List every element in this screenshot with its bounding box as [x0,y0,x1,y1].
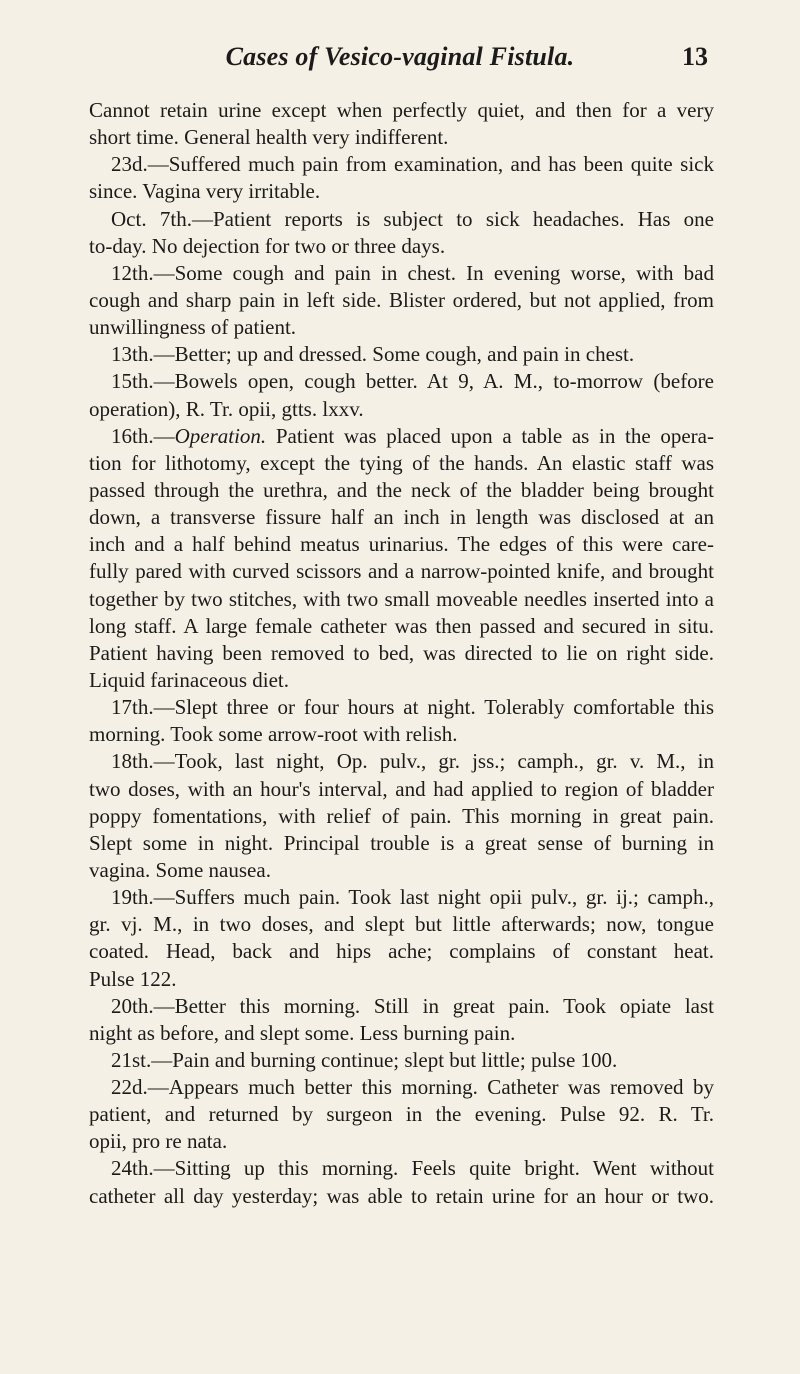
page-number: 13 [682,42,708,71]
text-line: two doses, with an hour's interval, and had applied to region of bladder [89,776,714,801]
text-line: cough and sharp pain in left side. Blister ordered, but not applied, from [89,287,714,312]
text-line: Patient having been removed to bed, was directed to lie on right side. [89,640,714,665]
running-title: Cases of Vesico-vaginal Fistula. [225,42,575,71]
text-line: 16th.—Operation. Patient was placed upon a table as in the opera- [111,423,714,448]
text-line: 12th.—Some cough and pain in chest. In evening worse, with bad [111,260,714,285]
text-line: catheter all day yesterday; was able to retain urine for an hour or two. [89,1183,714,1208]
text-line: night as before, and slept some. Less burning pain. [89,1020,516,1045]
text-line: inch and a half behind meatus urinarius. The edges of this were care- [89,532,714,557]
text-line: since. Vagina very irritable. [89,179,321,204]
text-line: gr. vj. M., in two doses, and slept but little afterwards; now, tongue [89,912,714,937]
page-header [0,42,800,82]
text-line: 17th.—Slept three or four hours at night. Tolerably comfortable this [111,695,714,720]
text-line: Oct. 7th.—Patient reports is subject to sick headaches. Has one [111,206,714,231]
text-line: poppy fomentations, with relief of pain. This morning in great pain. [89,803,714,828]
text-line: 20th.—Better this morning. Still in great pain. Took opiate last [111,993,714,1018]
text-line: Pulse 122. [89,966,177,991]
text-line: fully pared with curved scissors and a narrow-pointed knife, and brought [89,559,714,584]
text-line: Slept some in night. Principal trouble is a great sense of burning in [89,830,714,855]
text-line: morning. Took some arrow-root with relish. [89,722,458,747]
case-notes-text [89,97,714,1210]
text-line: tion for lithotomy, except the tying of the hands. An elastic staff was [89,450,714,475]
text-line: 23d.—Suffered much pain from examination, and has been quite sick [111,152,714,177]
italic-heading: Operation. [174,423,267,448]
text-line: Cannot retain urine except when perfectly quiet, and then for a very [89,98,714,122]
text-line: down, a transverse fissure half an inch in length was disclosed at an [89,505,714,530]
text-line: 13th.—Better; up and dressed. Some cough, and pain in chest. [111,342,635,367]
text-line: coated. Head, back and hips ache; complains of constant heat. [89,939,714,964]
text-line: vagina. Some nausea. [89,857,271,882]
text-line: short time. General health very indifferent. [89,125,449,150]
text-line: passed through the urethra, and the neck of the bladder being brought [89,477,714,502]
text-line: Liquid farinaceous diet. [89,667,290,692]
text-line: to-day. No dejection for two or three days. [89,233,446,258]
text-line: 24th.—Sitting up this morning. Feels quite bright. Went without [111,1156,714,1181]
text-line: operation), R. Tr. opii, gtts. lxxv. [89,396,364,421]
text-line: patient, and returned by surgeon in the evening. Pulse 92. R. Tr. [89,1102,714,1127]
text-line: 21st.—Pain and burning continue; slept but little; pulse 100. [111,1047,618,1072]
text-line: unwillingness of patient. [89,315,297,340]
text-line: together by two stitches, with two small moveable needles inserted into a [89,586,714,611]
text-line: 18th.—Took, last night, Op. pulv., gr. jss.; camph., gr. v. M., in [111,749,714,774]
text-line: 15th.—Bowels open, cough better. At 9, A. M., to-morrow (before [111,369,714,394]
text-line: 19th.—Suffers much pain. Took last night opii pulv., gr. ij.; camph., [111,885,714,910]
text-line: long staff. A large female catheter was then passed and secured in situ. [89,613,714,638]
text-line: 22d.—Appears much better this morning. Catheter was removed by [111,1075,714,1100]
text-line: opii, pro re nata. [89,1129,228,1154]
